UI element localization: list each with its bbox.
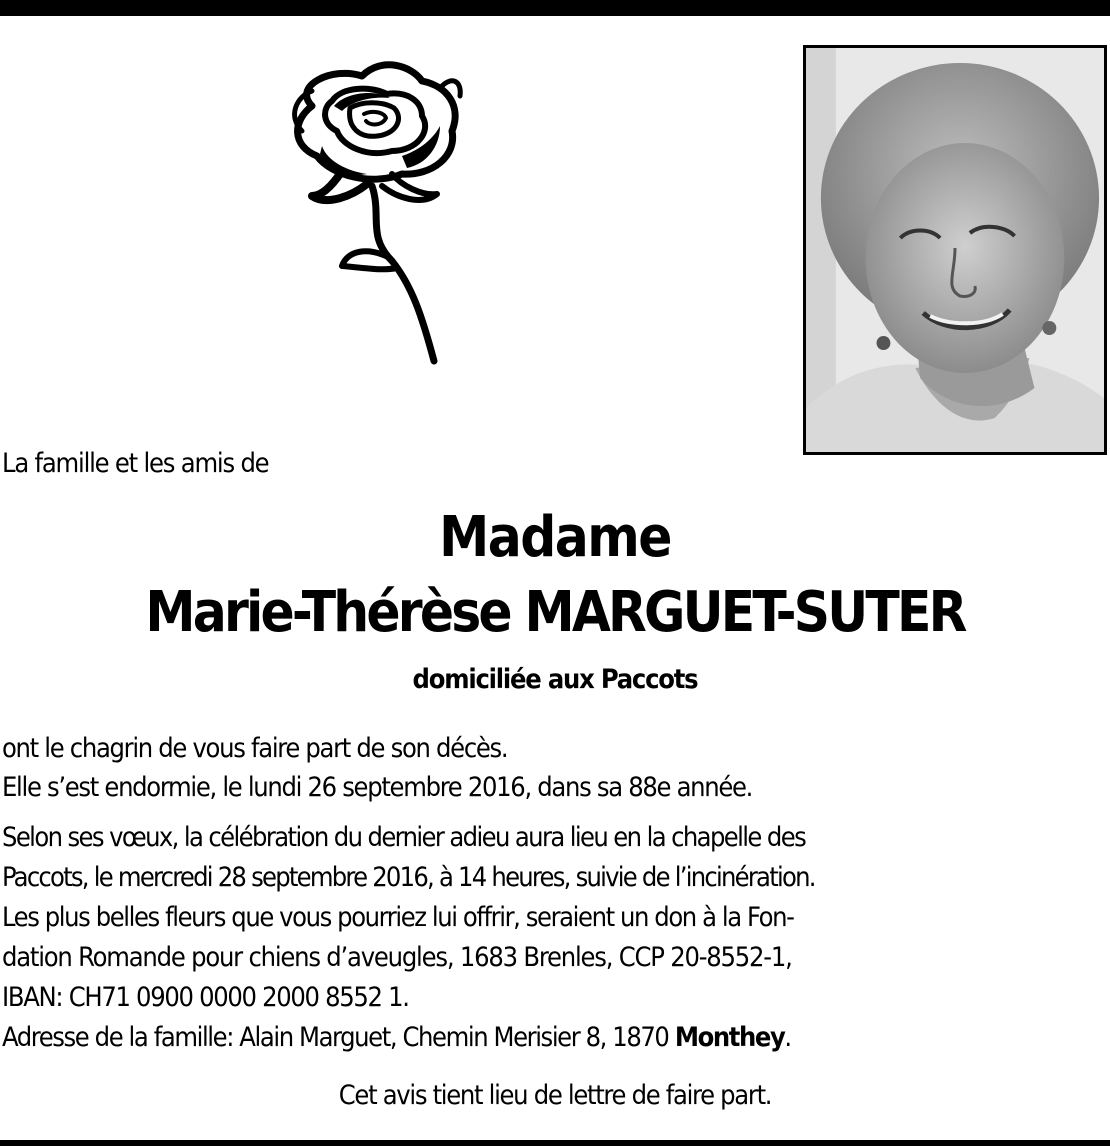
family-address-text: Adresse de la famille: Alain Marguet, Chemin Merisier 8, 1870 — [2, 1022, 675, 1053]
portrait-photo — [803, 45, 1107, 455]
rose-icon — [272, 46, 472, 366]
bottom-rule — [0, 1140, 1110, 1146]
deceased-name: Marie-Thérèse MARGUET-SUTER — [145, 580, 965, 645]
top-rule — [0, 0, 1110, 16]
family-address — [2, 1022, 791, 1053]
announcement-line-1: ont le chagrin de vous faire part de son décès. — [2, 733, 508, 764]
intro-text: La famille et les amis de — [2, 448, 269, 479]
announcement-line-2: Elle s’est endormie, le lundi 26 septembre 2016, dans sa 88e année. — [2, 772, 753, 803]
family-address-end: . — [784, 1022, 791, 1053]
ceremony-line-5: IBAN: CH71 0900 0000 2000 8552 1. — [2, 982, 409, 1013]
ceremony-line-3: Les plus belles fleurs que vous pourriez lui offrir, seraient un don à la Fon- — [2, 902, 794, 933]
family-address-city: Monthey — [674, 1022, 785, 1053]
closing-note: Cet avis tient lieu de lettre de faire part. — [338, 1080, 772, 1111]
ceremony-line-1: Selon ses vœux, la célébration du dernier adieu aura lieu en la chapelle des — [2, 822, 806, 853]
deceased-title: Madame — [439, 505, 671, 570]
ceremony-line-2: Paccots, le mercredi 28 septembre 2016, à 14 heures, suivie de l’incinération. — [2, 862, 815, 893]
ceremony-line-4: dation Romande pour chiens d’aveugles, 1683 Brenles, CCP 20-8552-1, — [2, 942, 792, 973]
deceased-residence: domiciliée aux Paccots — [412, 664, 698, 695]
